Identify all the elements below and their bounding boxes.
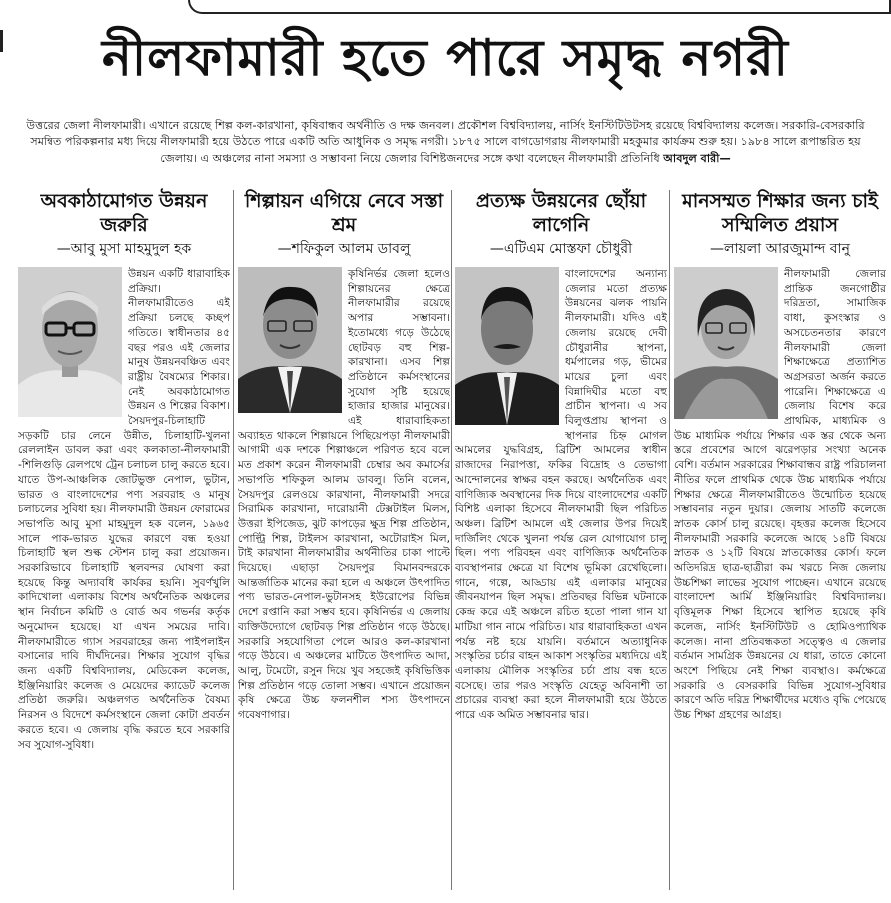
article-column-industrialization <box>238 183 450 895</box>
article-title: অবকাঠামোগত উন্নয়ন জরুরি <box>40 190 208 236</box>
author-photo <box>455 267 559 425</box>
article-body: নীলফামারী জেলার প্রান্তিক জনগোষ্ঠীর দরিদ্রতা, সামাজিক বাধা, কুসংস্কার ও অসচেতনতার কারণে নীলফামারী জেলা শিক্ষাক্ষেত্রে প্রত্যাশিত অগ্রসরতা অর্জন করতে পারেনি। শিক্ষাক্ষেত্রে এ জেলায় বিশেষ করে প্রাথমিক, মাধ্যমিক ও উচ্চ মাধ্যমিক পর্যায়ে শিক্ষার এক স্তর থেকে অন্য স্তরে প্রবেশের আগে ঝরেপড়ার সংখ্যা অনেক বেশি। বর্তমান সরকারের শিক্ষাবান্ধব রাষ্ট্র পরিচালনা নীতির ফলে প্রাথমিক থেকে উচ্চ মাধ্যমিক পর্যায়ে শিক্ষার ক্ষেত্রে নীলফামারীতেও উন্মোচিত হয়েছে সম্ভাবনার নতুন দুয়ার। জেলায় সাতটি কলেজে স্নাতক কোর্স চালু রয়েছে। বৃহত্তর কলেজ হিসেবে নীলফামারী সরকারি কলেজে আছে ১৪টি বিষয়ে স্নাতক ও ১২টি বিষয়ে স্নাতকোত্তর কোর্স। ফলে অতিদরিদ্র ছাত্র-ছাত্রীরা কম খরচে নিজ জেলায় উচ্চশিক্ষা লাভের সুযোগ পাচ্ছেন। এখানে রয়েছে বাংলাদেশ আর্মি ইঞ্জিনিয়ারিং বিশ্ববিদ্যালয়। বৃত্তিমূলক শিক্ষা হিসেবে স্থাপিত হয়েছে কৃষি কলেজ, নার্সিং ইনস্টিটিউট ও হোমিওপ্যাথিক কলেজ। নানা প্রতিবন্ধকতা সত্ত্বেও এ জেলার বর্তমান সামগ্রিক উন্নয়নের যে ধারা, তাতে কোনো অংশে পিছিয়ে নেই শিক্ষা ব্যবস্থাও। কর্মক্ষেত্রে সরকারি ও বেসরকারি বিভিন্ন সুযোগ-সুবিধার কারণে অতি দরিদ্র শিক্ষার্থীদের মধ্যেও বৃদ্ধি পেয়েছে উচ্চ শিক্ষা গ্রহণের আগ্রহ। <box>674 268 886 722</box>
author-photo <box>674 267 778 419</box>
article-body: কৃষিনির্ভর জেলা হলেও শিল্পায়নের ক্ষেত্রে নীলফামারীর রয়েছে অপার সম্ভাবনা। ইতোমধ্যে গড়ে উঠেছে ছোটবড় বহু শিল্প-কারখানা। এসব শিল্প প্রতিষ্ঠানে কর্মসংস্থানের সুযোগ সৃষ্টি হয়েছে হাজার হাজার মানুষের। এই ধারাবাহিকতা অব্যাহত থাকলে শিল্পায়নে পিছিয়েপড়া নীলফামারী আগামী এক দশকে শিল্পাঞ্চলে পরিণত হবে বলে মত প্রকাশ করেন নীলফামারী চেম্বার অব কমার্সের সভাপতি শফিকুল আলম ডাবলু। তিনি বলেন, সৈয়দপুর রেলওয়ে কারখানা, নীলফামারী সদরে সিরামিক কারখানা, দারোয়ানী টেক্সটাইল মিলস, উত্তরা ইপিজেড, ঝুট কাপড়ের ক্ষুদ্র শিল্প প্রতিষ্ঠান, পোল্ট্রি শিল্প, টাইলস কারখানা, অটোরাইস মিল, টাই কারখানা নীলফামারীর অর্থনীতির চাকা পাল্টে দিয়েছে। এছাড়া সৈয়দপুর বিমানবন্দরকে আন্তর্জাতিক মানের করা হলে এ অঞ্চলে উৎপাদিত পণ্য ভারত-নেপাল-ভুটানসহ ইউরোপের বিভিন্ন দেশে রপ্তানি করা সম্ভব হবে। কৃষিনির্ভর এ জেলায় ব্যক্তিউদ্যোগে ছোটবড় শিল্প প্রতিষ্ঠান গড়ে উঠছে। সরকারি সহযোগিতা পেলে আরও কল-কারখানা গড়ে উঠবে। এ অঞ্চলের মাটিতে উৎপাদিত আদা, আলু, টমেটো, রসুন দিয়ে খুব সহজেই কৃষিভিত্তিক শিল্প প্রতিষ্ঠান গড়ে তোলা সম্ভব। এখানে প্রয়োজন কৃষি ক্ষেত্রে উচ্চ ফলনশীল শস্য উৎপাদনে গবেষণাগার। <box>238 268 450 722</box>
article-title: প্রত্যক্ষ উন্নয়নের ছোঁয়া লাগেনি <box>475 190 647 236</box>
article-title: মানসম্মত শিক্ষার জন্য চাই সম্মিলিত প্রয়াস <box>682 190 878 236</box>
reporter-name: আবদুল বারী— <box>663 151 731 165</box>
column-divider <box>233 190 234 890</box>
article-author: —আবু মুসা মাহমুদুল হক <box>56 241 192 257</box>
intro-text: উত্তরের জেলা নীলফামারী। এখানে রয়েছে শিল্প কল-কারখানা, কৃষিবান্ধব অর্থনীতি ও দক্ষ জনবল। প্রকৌশল বিশ্ববিদ্যালয়, নার্সিং ইনস্টিটিউটসহ রয়েছে বিশ্ববিদ্যালয় কলেজ। সরকারি-বেসরকারি সমন্বিত পরিকল্পনার মধ্য দিয়ে নীলফামারী হয়ে উঠতে পারে একটি অতি আধুনিক ও সমৃদ্ধ নগরী। ১৮৭৫ সালে বাগডোগরায় নীলফামারী মহকুমার কার্যক্রম শুরু হয়। ১৯৮৪ সালে রূপান্তরিত হয় জেলায়। এ অঞ্চলের নানা সমস্যা ও সম্ভাবনা নিয়ে জেলার বিশিষ্টজনদের সঙ্গে কথা বলেছেন নীলফামারী প্রতিনিধি <box>26 119 865 165</box>
article-author: —এটিএম মোস্তফা চৌধুরী <box>489 241 633 257</box>
article-body: উন্নয়ন একটি ধারাবাহিক প্রক্রিয়া। নীলফামারীতেও এই প্রক্রিয়া চলছে কচ্ছপ গতিতে। স্বাধীনতার ৪৫ বছর পরও এই জেলার মানুষ উন্নয়নবঞ্চিত এবং রাষ্ট্রীয় বৈষম্যের শিকার। নেই অবকাঠামোগত উন্নয়ন ও শিল্পের বিকাশ। সৈয়দপুর-চিলাহাটি সড়কটি চার লেনে উন্নীত, চিলাহাটি-খুলনা রেললাইন ডাবল করা এবং কলকাতা-নীলফামারী -শিলিগুড়ি রেলপথে ট্রেন চলাচল চালু করতে হবে। যাতে উপ-আঞ্চলিক জোটভুক্ত নেপাল, ভুটান, ভারত ও বাংলাদেশের পণ্য সরবরাহ ও মানুষ চলাচলের সুবিধা হয়। নীলফামারী উন্নয়ন ফোরামের সভাপতি আবু মুসা মাহমুদুল হক বলেন, ১৯৬৫ সালে পাক-ভারত যুদ্ধের কারণে বন্ধ হওয়া চিলাহাটি স্থল শুল্ক স্টেশন চালু করা প্রয়োজন। সরকারিভাবে চিলাহাটি স্থলবন্দর ঘোষণা করা হয়েছে কিন্তু অদ্যাবধি কার্যকর হয়নি। সুবর্ণখুলি কাদিখোলা এলাকায় বিশেষ অর্থনৈতিক অঞ্চলের স্থান নির্বাচন কমিটি ও বোর্ড অব গভর্নর কর্তৃক অনুমোদন হয়েছে। যা এখন সময়ের দাবি। নীলফামারীতে গ্যাস সরবরাহের জন্য পাইপলাইন বসানোর দাবি দীর্ঘদিনের। শিক্ষার সুযোগ বৃদ্ধির জন্য একটি বিশ্ববিদ্যালয়, মেডিকেল কলেজ, ইঞ্জিনিয়ারিং কলেজ ও মেয়েদের ক্যাডেট কলেজ প্রতিষ্ঠা জরুরি। অঞ্চলগত অর্থনৈতিক বৈষম্য নিরসন ও বিদেশে কর্মসংস্থানে জেলা কোটা প্রবর্তন করতে হবে। এ জেলায় বৃদ্ধি করতে হবে সরকারি সব সুযোগ-সুবিধা। <box>18 268 230 751</box>
author-photo <box>18 267 122 417</box>
article-author: —শফিকুল আলম ডাবলু <box>277 241 411 257</box>
headline: নীলফামারী হতে পারে সমৃদ্ধ নগরী <box>102 29 789 87</box>
article-body: বাংলাদেশের অন্যান্য জেলার মতো প্রত্যক্ষ উন্নয়নের ঝলক পায়নি নীলফামারী। যদিও এই জেলায় রয়েছে দেবী চৌধুরানীর স্থাপনা, ধর্মপালের গড়, ভীমের মায়ের চুলা এবং বিন্নাদিঘীর মতো বহু প্রাচীন স্থাপনা। এ সব বিলুপ্তপ্রায় স্থাপনা ও স্থাপনার চিহ্ন মোগল আমলের যুদ্ধবিগ্রহ, ব্রিটিশ আমলের স্বাধীন রাজাদের নিরাপত্তা, ফকির বিদ্রোহ ও তেভাগা আন্দোলনের স্বাক্ষর বহন করছে। অর্থনৈতিক এবং বাণিজ্যিক অবস্থানের দিক দিয়ে বাংলাদেশের একটি বিশিষ্ট এলাকা হিসেবে নীলফামারী ছিল পরিচিত অঞ্চল। ব্রিটিশ আমলে এই জেলার উপর দিয়েই দার্জিলিং থেকে খুলনা পর্যন্ত রেল যোগাযোগ চালু ছিল। পণ্য পরিবহন এবং বাণিজ্যিক অর্থনৈতিক ব্যবস্থাপনার ক্ষেত্রে যা বিশেষ ভূমিকা রেখেছিলো। গানে, গল্পে, আড্ডায় এই এলাকার মানুষের জীবনযাপন ছিল সমৃদ্ধ। প্রতিবছর বিভিন্ন ঘটনাকে কেন্দ্র করে এই অঞ্চলে রচিত হতো পালা গান যা মাটিয়া গান নামে পরিচিত। যার ধারাবাহিকতা এখন পর্যন্ত নষ্ট হয়ে যায়নি। বর্তমানে অত্যাধুনিক সংস্কৃতির চর্চার বাহন আকাশ সংস্কৃতির মধ্যদিয়ে এই এলাকায় মৌলিক সংস্কৃতির চর্চা প্রায় বন্ধ হতে বসেছে। তার পরও সংস্কৃতি যেহেতু অবিনাশী তা প্রচারের ব্যবস্থা করা হলে নীলফামারী হয়ে উঠতে পারে এক অমিত সম্ভাবনার দ্বার। <box>455 268 667 722</box>
article-column-development <box>455 183 667 895</box>
column-divider <box>669 190 670 890</box>
author-photo <box>238 267 342 413</box>
top-frame-border <box>188 0 891 14</box>
column-divider <box>451 190 452 890</box>
intro-paragraph <box>18 118 873 167</box>
article-title: শিল্পায়ন এগিয়ে নেবে সস্তা শ্রম <box>244 190 444 236</box>
article-column-infrastructure <box>18 183 230 895</box>
article-author: —লায়লা আরজুমান্দ বানু <box>710 241 850 257</box>
article-column-education <box>674 183 886 895</box>
